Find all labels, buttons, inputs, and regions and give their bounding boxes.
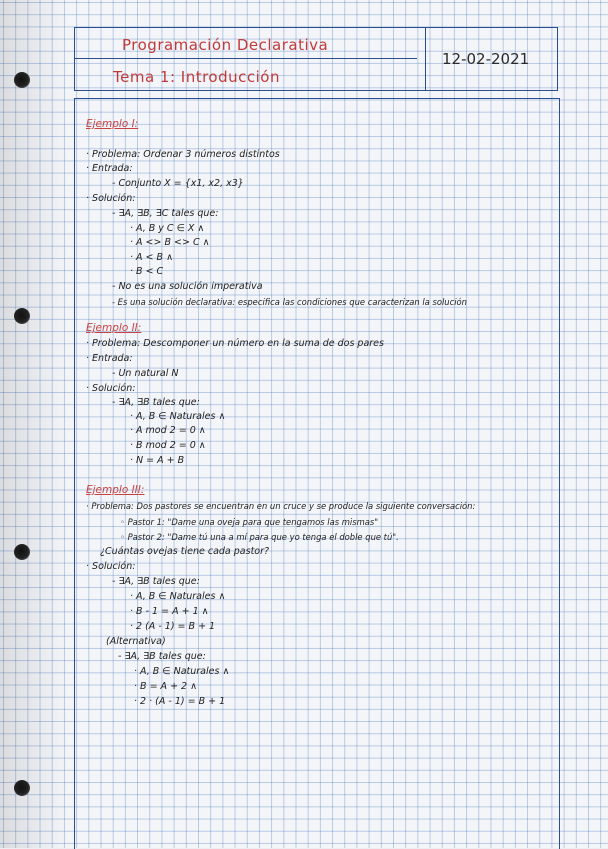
page-shadow xyxy=(0,0,70,848)
note-line: - Un natural N xyxy=(112,368,179,379)
note-line: · A, B ∈ Naturales ∧ xyxy=(130,411,226,422)
note-line: · Entrada: xyxy=(86,353,133,364)
note-line: · B mod 2 = 0 ∧ xyxy=(130,440,206,451)
section-heading: Ejemplo I: xyxy=(86,118,139,130)
note-line: ◦ Pastor 1: "Dame una oveja para que tengamos las mismas" xyxy=(120,517,379,527)
note-line: · B = A + 2 ∧ xyxy=(134,681,198,692)
note-line: - ∃A, ∃B tales que: xyxy=(112,576,200,587)
note-line: · Solución: xyxy=(86,193,136,204)
punch-hole xyxy=(14,308,30,324)
note-line: · A mod 2 = 0 ∧ xyxy=(130,425,206,436)
note-line: · Solución: xyxy=(86,561,136,572)
note-line: ¿Cuántas ovejas tiene cada pastor? xyxy=(100,546,270,557)
note-line: · N = A + B xyxy=(130,455,185,466)
punch-hole xyxy=(14,780,30,796)
punch-hole xyxy=(14,544,30,560)
note-line: · Problema: Dos pastores se encuentran en un cruce y se produce la siguiente conversación: xyxy=(86,501,476,511)
punch-hole xyxy=(14,72,30,88)
note-date: 12-02-2021 xyxy=(442,50,530,68)
note-line: · Entrada: xyxy=(86,163,133,174)
note-line: - ∃A, ∃B tales que: xyxy=(112,397,200,408)
note-line: · 2 (A - 1) = B + 1 xyxy=(130,621,216,632)
note-line: · B - 1 = A + 1 ∧ xyxy=(130,606,209,617)
note-line: - ∃A, ∃B, ∃C tales que: xyxy=(112,208,219,219)
section-heading: Ejemplo III: xyxy=(86,484,145,496)
note-line: - Conjunto X = {x1, x2, x3} xyxy=(112,178,244,189)
note-line: · 2 · (A - 1) = B + 1 xyxy=(134,696,226,707)
note-line: ◦ Pastor 2: "Dame tú una a mí para que yo tenga el doble que tú". xyxy=(120,532,399,542)
note-line: · A, B ∈ Naturales ∧ xyxy=(134,666,230,677)
note-line: (Alternativa) xyxy=(106,636,166,647)
subject-title: Programación Declarativa xyxy=(122,36,329,54)
note-line: · A, B ∈ Naturales ∧ xyxy=(130,591,226,602)
note-line: · Solución: xyxy=(86,383,136,394)
section-heading: Ejemplo II: xyxy=(86,322,142,334)
note-line: · A < B ∧ xyxy=(130,252,174,263)
note-line: - ∃A, ∃B tales que: xyxy=(118,651,206,662)
note-line: · B < C xyxy=(130,266,164,277)
header-divider xyxy=(425,28,426,90)
note-line: - Es una solución declarativa: especifica las condiciones que caracterizan la solución xyxy=(112,297,467,307)
topic-title: Tema 1: Introducción xyxy=(113,68,280,86)
note-line: · Problema: Ordenar 3 números distintos xyxy=(86,149,280,160)
note-line: · A <> B <> C ∧ xyxy=(130,237,210,248)
header-divider xyxy=(75,58,417,59)
note-line: · Problema: Descomponer un número en la suma de dos pares xyxy=(86,338,384,349)
note-line: · A, B y C ∈ X ∧ xyxy=(130,223,205,234)
note-line: - No es una solución imperativa xyxy=(112,281,263,292)
